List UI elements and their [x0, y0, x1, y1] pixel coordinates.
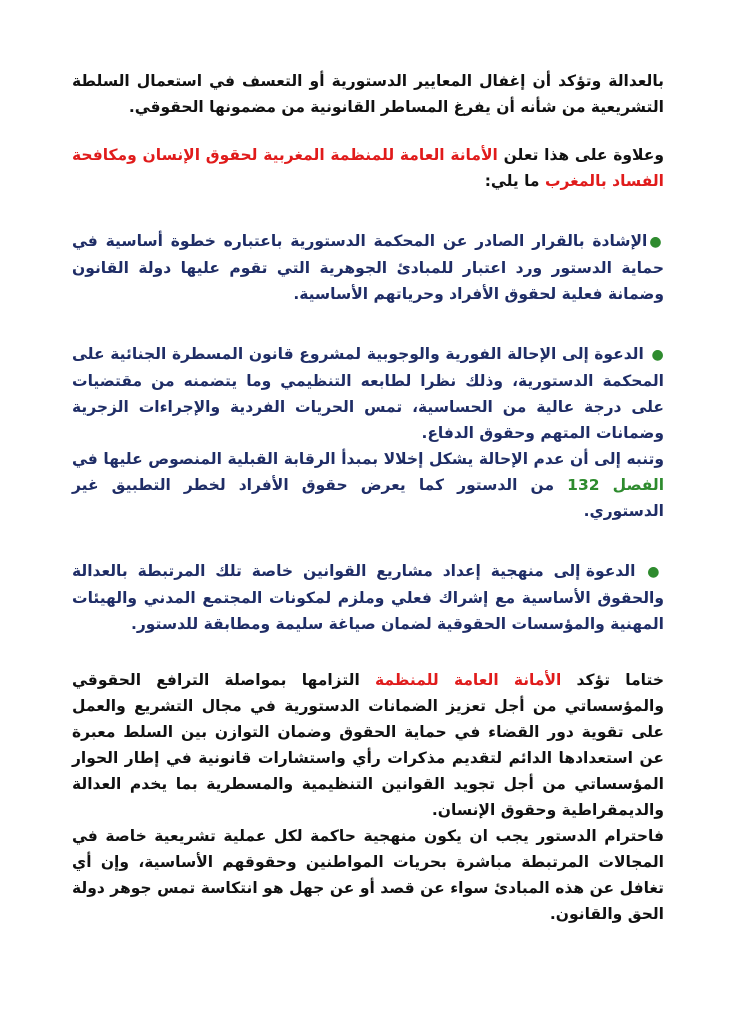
closing-text: فاحترام الدستور يجب ان يكون منهجية حاكمة لكل عملية تشريعية خاصة في المجالات المرتبطة مباشرة بحريات المواطنين وحقوقهم الأساسية، وإن أي تغافل عن هذه المبادئ سواء عن قصد أو عن جهل هو انتكاسة تمس جوهر دولة الحق والقانون. [72, 827, 664, 923]
intro-text: بالعدالة وتؤكد أن إغفال المعايير الدستورية أو التعسف في استعمال السلطة التشريعية من شأنه أن يفرغ المساطر القانونية من مضمونها الحقوقي. [72, 72, 664, 116]
organization-name: الأمانة العامة للمنظمة المغربية لحقوق الإنسان ومكافحة الفساد بالمغرب [72, 146, 664, 190]
spacer [72, 307, 664, 341]
spacer [72, 524, 664, 558]
conclusion-lead: ختاما تؤكد [576, 671, 664, 689]
spacer [72, 120, 664, 142]
point-2-note-lead: وتنبه إلى أن عدم الإحالة يشكل إخلالا بمبدأ الرقابة القبلية المنصوص عليها في [72, 450, 664, 468]
spacer [72, 194, 664, 228]
point-2-note-tail: من الدستور كما يعرض حقوق الأفراد لخطر التطبيق غير الدستوري. [72, 476, 664, 520]
point-2-paragraph [72, 341, 664, 446]
declaration-paragraph [72, 142, 664, 194]
point-2-note-paragraph [72, 446, 664, 524]
spacer [72, 637, 664, 667]
point-3-paragraph [72, 558, 664, 637]
declaration-lead: وعلاوة على هذا تعلن [503, 146, 664, 164]
bullet-icon: ● [649, 234, 664, 250]
bullet-icon: ● [651, 347, 664, 363]
closing-paragraph [72, 823, 664, 927]
organization-short-name: الأمانة العامة للمنظمة [374, 671, 562, 689]
chapter-reference: الفصل 132 [567, 476, 665, 494]
conclusion-tail: التزامها بمواصلة الترافع الحقوقي والمؤسساتي من أجل تعزيز الضمانات الدستورية في مجال التشريع والعمل على تقوية دور القضاء في حماية الحقوق وضمان التوازن بين السلط معبرة عن استعدادها الدائم لتقديم مذكرات رأي واستشارات قانونية في إطار الحوار المؤسساتي من أجل تجويد القوانين التنظيمية والمسطرية بما يخدم العدالة والديمقراطية وحقوق الإنسان. [72, 671, 664, 819]
conclusion-paragraph [72, 667, 664, 823]
point-2-text: الدعوة إلى الإحالة الفورية والوجوبية لمشروع قانون المسطرة الجنائية على المحكمة الدستورية، وذلك نظرا لطابعه التنظيمي وما يتضمنه من مقتضيات على درجة عالية من الحساسية، تمس الحريات الفردية والإجراءات الزجرية وضمانات المتهم وحقوق الدفاع. [72, 345, 664, 442]
point-1-text: الإشادة بالقرار الصادر عن المحكمة الدستورية باعتباره خطوة أساسية في حماية الدستور ورد اعتبار للمبادئ الجوهرية التي تقوم عليها دولة القانون وضمانة فعلية لحقوق الأفراد وحرياتهم الأساسية. [72, 232, 664, 303]
bullet-icon: ● [647, 564, 665, 580]
point-3-text: الدعوة إلى منهجية إعداد مشاريع القوانين خاصة تلك المرتبطة بالعدالة والحقوق الأساسية مع إشراك فعلي وملزم لمكونات المجتمع المدني والهيئات المهنية والمؤسسات الحقوقية لضمان صياغة سليمة ومطابقة للدستور. [72, 562, 664, 633]
intro-paragraph [72, 68, 664, 120]
point-1-paragraph [72, 228, 664, 307]
declaration-tail: ما يلي: [484, 172, 540, 190]
